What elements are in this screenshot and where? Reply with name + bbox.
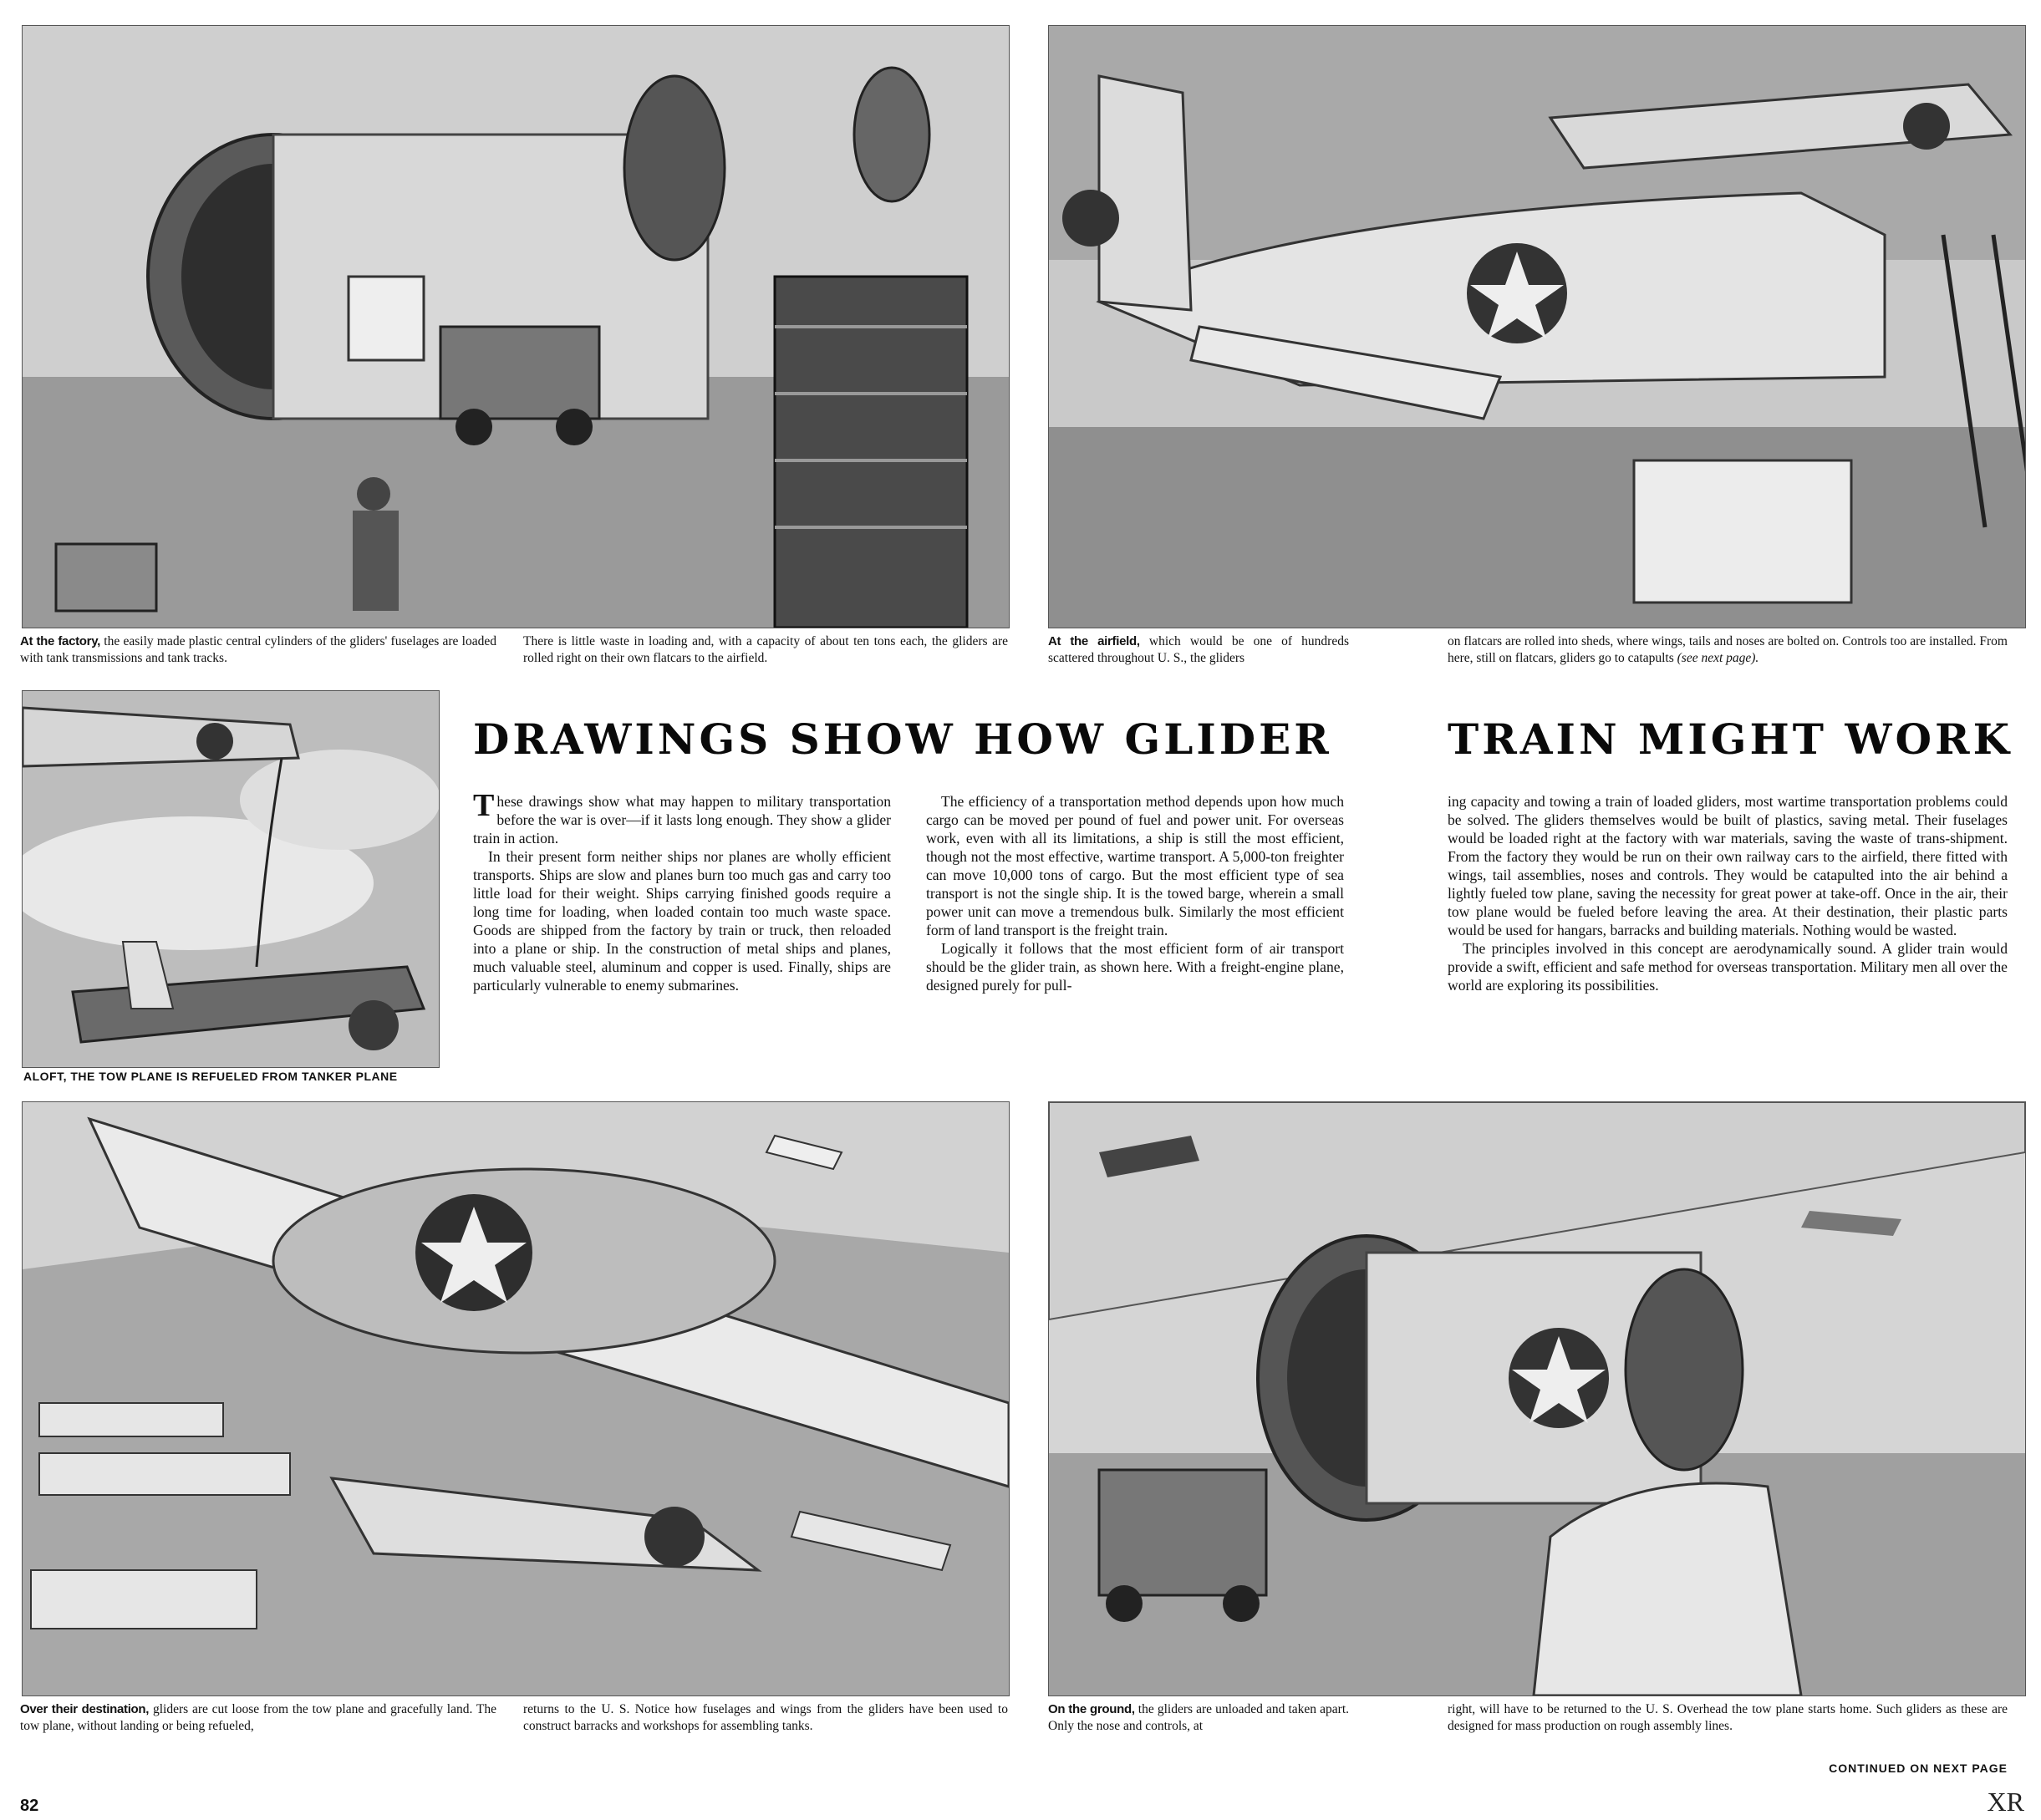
airfield-caption-right: [1448, 633, 2008, 667]
factory-caption-right: There is little waste in loading and, with a capacity of about ten tons each, the gliders are rolled right on their own flatcars to the airfield.: [523, 634, 1008, 665]
article-col2-p2: Logically it follows that the most efficient form of air transport should be the glider train, as shown here. With a freight-engine plane, designed purely for pull-: [926, 940, 1344, 994]
ground-caption-left: [1048, 1701, 1349, 1735]
airfield-caption-text: which would be one of hundreds scattered throughout U. S., the gliders: [1048, 634, 1350, 665]
headline-right: TRAIN MIGHT WORK: [1448, 714, 2013, 764]
airfield-caption-text-b: on flatcars are rolled into sheds, where wings, tails and noses are bolted on. Controls too are installed. From here, still on flatcars, gliders go to catapults: [1448, 634, 2008, 665]
destination-drawing: [23, 1102, 1009, 1695]
article-column-2: [926, 792, 1344, 994]
airfield-caption-left: [1048, 633, 1349, 667]
headline-left: DRAWINGS SHOW HOW GLIDER: [473, 714, 1332, 764]
airfield-illustration: [1048, 25, 2026, 628]
article-column-1: [473, 788, 891, 994]
destination-caption-right: returns to the U. S. Notice how fuselages and wings from the gliders have been used to construct barracks and workshops for assembling tanks.: [523, 1702, 1008, 1733]
ground-caption-text: the gliders are unloaded and taken apart. Only the nose and controls, at: [1048, 1702, 1349, 1733]
destination-illustration: [22, 1101, 1010, 1696]
airfield-caption-lead: At the airfield,: [1048, 634, 1140, 648]
article-paragraph: [473, 788, 891, 847]
refueling-drawing: [23, 691, 439, 1067]
factory-illustration: [22, 25, 1010, 628]
refueling-caption: ALOFT, THE TOW PLANE IS REFUELED FROM TANKER PLANE: [23, 1070, 398, 1083]
continued-on-next-page: CONTINUED ON NEXT PAGE: [1829, 1762, 2008, 1775]
article-col3-p1: ing capacity and towing a train of loaded gliders, most wartime transportation problems could be solved. The gliders themselves would be built of plastics, saving metal. Their fuselages would be loaded right at the factory with war materials, saving the waste of trans-shipment. From the factory they would be run on their own railway cars to the airfield, there fitted with wings, tail assemblies, noses and controls. They would be catapulted into the air behind a lightly fueled tow plane, saving the necessity for great power at take-off. Once in the air, their tow plane would be fueled before leaving the area. At their destination, their plastic parts would be used for hangars, barracks and building materials. Nothing would be wasted.: [1448, 793, 2008, 938]
watermark: XR: [1987, 1787, 2024, 1817]
article-col3-p2: The principles involved in this concept are aerodynamically sound. A glider train would provide a swift, efficient and safe method for overseas transportation. Military men all over the world are exploring its possibilities.: [1448, 940, 2008, 994]
article-column-3: [1448, 792, 2008, 994]
article-col1-p2: In their present form neither ships nor planes are wholly efficient transports. Ships are slow and planes burn too much gas and carry too little load for their weight. Ships carrying finished goods require a long time for loading, when loaded contain too much waste space. Goods are shipped from the factory by train or truck, then reloaded into a plane or ship. In the construction of metal ships and planes, much valuable steel, aluminum and copper is used. Finally, ships are particularly vulnerable to enemy submarines.: [473, 848, 891, 994]
article-col2-p1: The efficiency of a transportation method depends upon how much cargo can be moved per pound of fuel and power unit. For overseas work, even with all its limitations, a ship is still the most efficient, though not the most effective, wartime transport. A 5,000-ton freighter can move 10,000 tons of cargo. But the most efficient type of sea transport is not the single ship. It is the towed barge, wherein a small power unit can move a tremendous bulk. Similarly the most efficient form of land transport is the freight train.: [926, 793, 1344, 938]
factory-caption-lead: At the factory,: [20, 634, 101, 648]
factory-drawing: [23, 26, 1009, 628]
airfield-caption-see-next: (see next page).: [1673, 651, 1759, 665]
ground-caption-right: right, will have to be returned to the U. S. Overhead the tow plane starts home. Such gliders as these are designed for mass production on rough assembly lines.: [1448, 1702, 2008, 1733]
ground-illustration: [1048, 1101, 2026, 1696]
destination-caption-left: [20, 1701, 496, 1735]
ground-caption-lead: On the ground,: [1048, 1702, 1135, 1716]
airfield-drawing: [1049, 26, 2025, 628]
article-col1-p1: hese drawings show what may happen to military transportation before the war is over—if it lasts long enough. They show a glider train in action.: [473, 793, 891, 846]
page-number: 82: [20, 1797, 39, 1815]
destination-caption-lead: Over their destination,: [20, 1702, 150, 1716]
refueling-illustration: [22, 690, 440, 1068]
factory-caption-text: the easily made plastic central cylinders of the gliders' fuselages are loaded with tank transmissions and tank tracks.: [20, 634, 496, 665]
ground-drawing: [1049, 1102, 2025, 1695]
article-dropcap: T: [473, 788, 495, 823]
factory-caption-left: [20, 633, 496, 667]
destination-caption-text: gliders are cut loose from the tow plane and gracefully land. The tow plane, without landing or being refueled,: [20, 1702, 496, 1733]
